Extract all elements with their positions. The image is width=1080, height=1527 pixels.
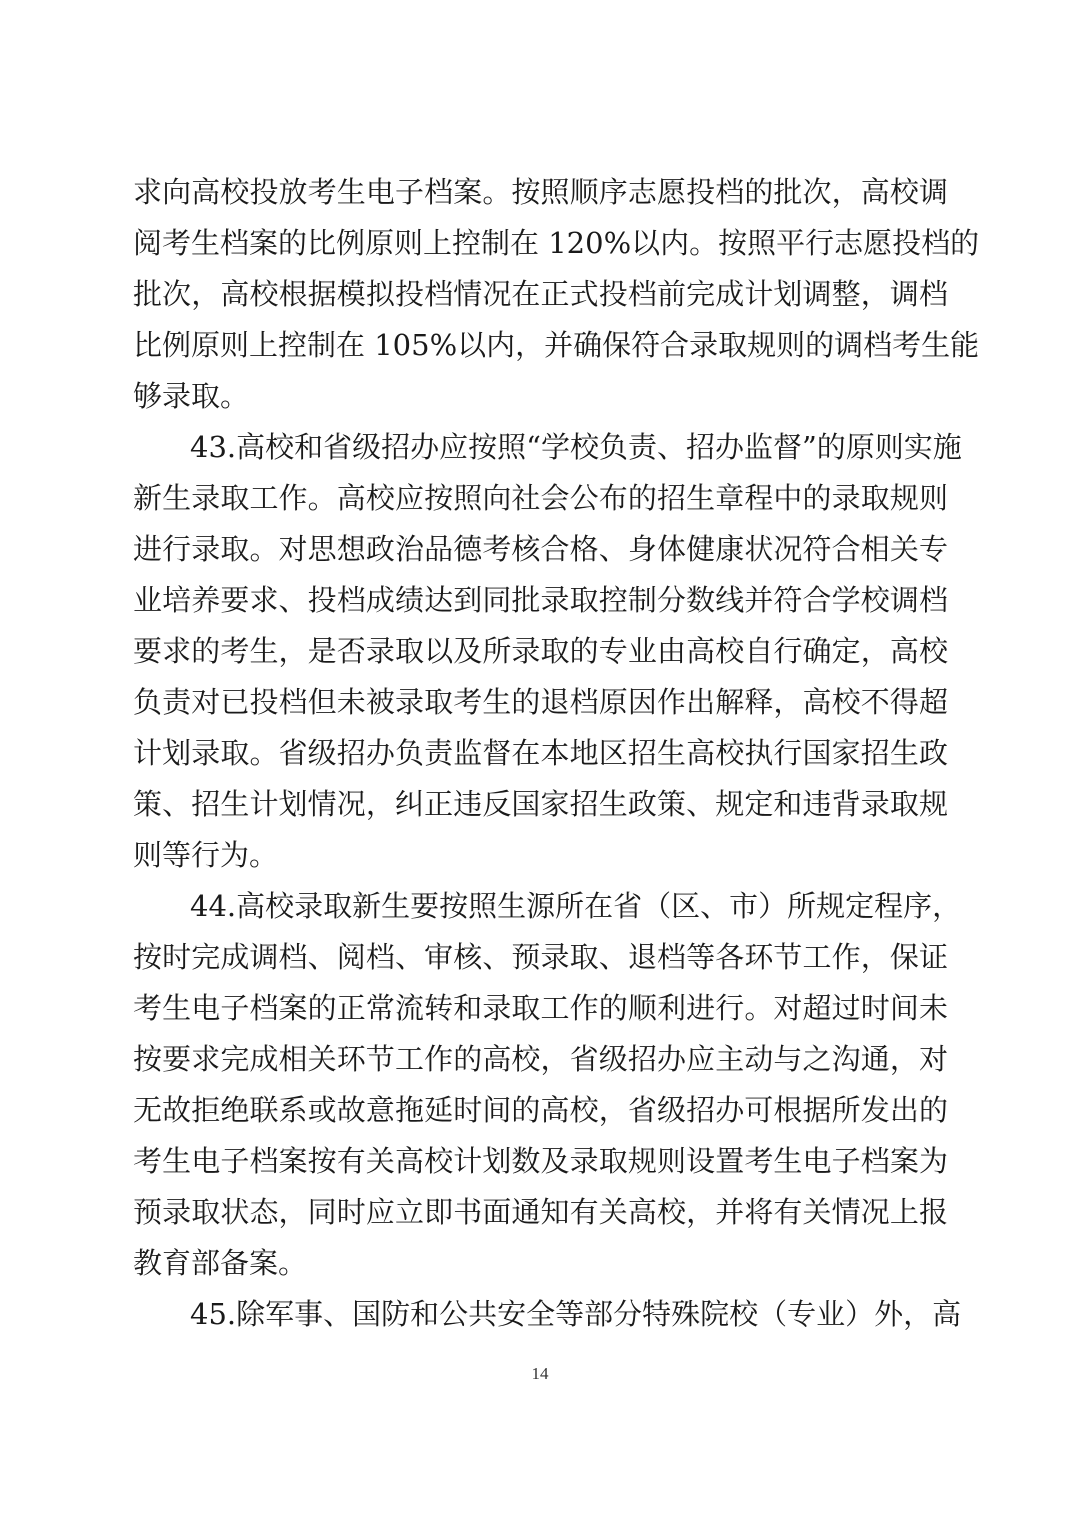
text-line: 按要求完成相关环节工作的高校，省级招办应主动与之沟通，对: [133, 1042, 948, 1076]
text-line: 策、招生计划情况，纠正违反国家招生政策、规定和违背录取规: [133, 787, 948, 821]
paragraph-45-first-line: 45.除军事、国防和公共安全等部分特殊院校（专业）外，高: [190, 1297, 962, 1331]
text-line: 要求的考生，是否录取以及所录取的专业由高校自行确定，高校: [133, 634, 948, 668]
text-line: 够录取。: [133, 379, 250, 413]
text-line: 无故拒绝联系或故意拖延时间的高校，省级招办可根据所发出的: [133, 1093, 948, 1127]
text-line: 教育部备案。: [133, 1246, 308, 1280]
text-line: 按时完成调档、阅档、审核、预录取、退档等各环节工作，保证: [133, 940, 948, 974]
text-line: 业培养要求、投档成绩达到同批录取控制分数线并符合学校调档: [133, 583, 948, 617]
text-line: 负责对已投档但未被录取考生的退档原因作出解释，高校不得超: [133, 685, 948, 719]
text-line: 新生录取工作。高校应按照向社会公布的招生章程中的录取规则: [133, 481, 948, 515]
text-line: 批次，高校根据模拟投档情况在正式投档前完成计划调整，调档: [133, 277, 948, 311]
text-line: 比例原则上控制在 105%以内，并确保符合录取规则的调档考生能: [133, 328, 980, 362]
text-line: 求向高校投放考生电子档案。按照顺序志愿投档的批次，高校调: [133, 175, 948, 209]
text-line: 考生电子档案的正常流转和录取工作的顺利进行。对超过时间未: [133, 991, 948, 1025]
page-number: 14: [531, 1364, 549, 1383]
paragraph-44-first-line: 44.高校录取新生要按照生源所在省（区、市）所规定程序，: [190, 889, 962, 923]
text-line: 则等行为。: [133, 838, 279, 872]
text-line: 阅考生档案的比例原则上控制在 120%以内。按照平行志愿投档的: [133, 226, 980, 260]
text-line: 进行录取。对思想政治品德考核合格、身体健康状况符合相关专: [133, 532, 948, 566]
text-line: 预录取状态，同时应立即书面通知有关高校，并将有关情况上报: [133, 1195, 948, 1229]
text-line: 考生电子档案按有关高校计划数及录取规则设置考生电子档案为: [133, 1144, 948, 1178]
text-line: 计划录取。省级招办负责监督在本地区招生高校执行国家招生政: [133, 736, 948, 770]
paragraph-43-first-line: 43.高校和省级招办应按照“学校负责、招办监督”的原则实施: [190, 430, 962, 464]
